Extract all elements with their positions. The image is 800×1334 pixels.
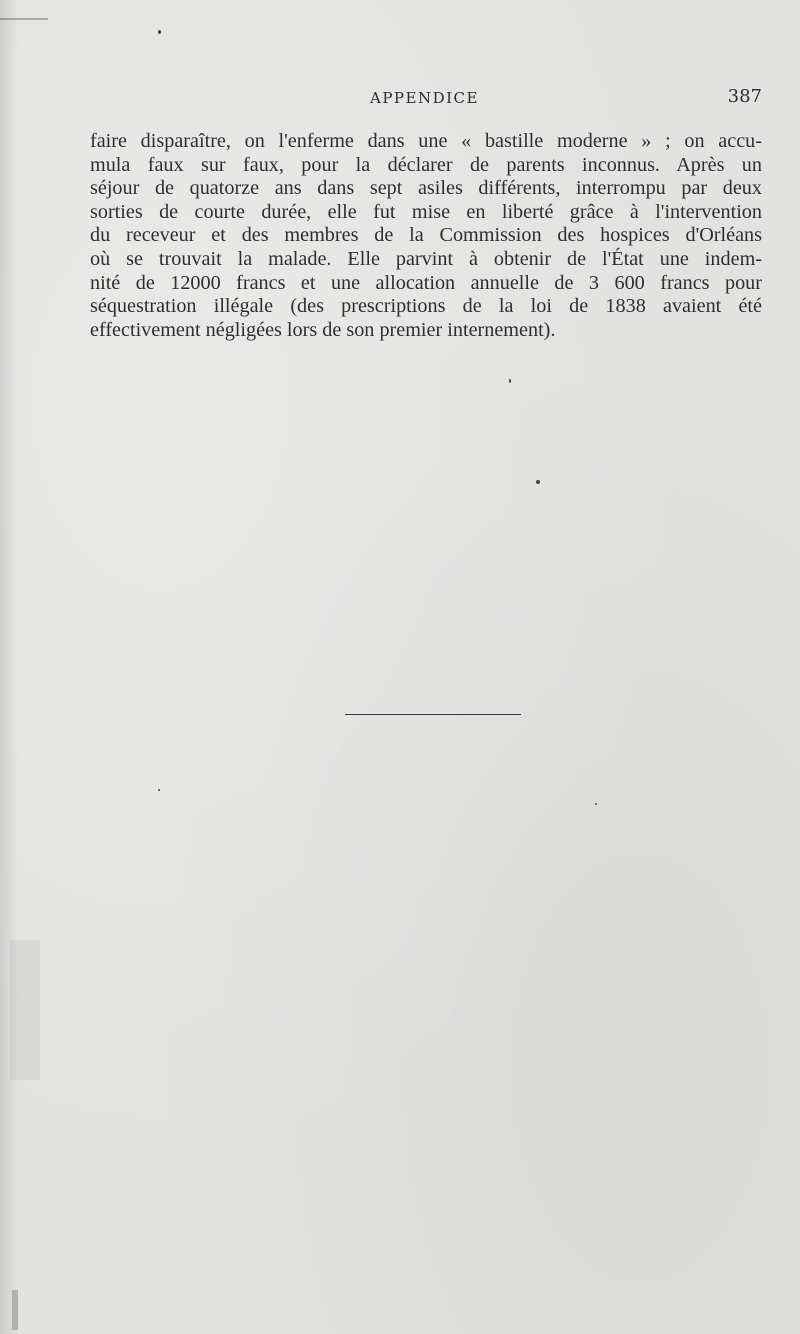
paper-speck [536,480,540,484]
paper-speck [509,379,511,383]
text-line: séjour de quatorze ans dans sept asiles différents, interrompu par deux [90,177,762,200]
page-edge-mark [12,1290,18,1330]
text-line: sorties de courte durée, elle fut mise en liberté grâce à l'intervention [90,200,762,223]
page-edge-mark [10,940,40,1080]
text-line: mula faux sur faux, pour la déclarer de parents inconnus. Après un [90,153,762,176]
running-head: APPENDICE [370,89,479,107]
page-number: 387 [727,86,762,107]
text-line: effectivement négligées lors de son premier internement). [90,318,556,341]
text-line: du receveur et des membres de la Commission des hospices d'Orléans [90,224,762,247]
text-line: faire disparaître, on l'enferme dans une « bastille moderne » ; on accu- [90,130,762,152]
text-line: séquestration illégale (des prescriptions de la loi de 1838 avaient été [90,295,762,318]
body-paragraph [90,130,762,342]
text-line: où se trouvait la malade. Elle parvint à obtenir de l'État une indem- [90,247,762,270]
paper-speck [158,789,160,791]
section-end-rule [345,714,521,715]
binding-shadow [0,0,18,1334]
paper-speck [595,803,597,805]
paper-speck [158,30,161,34]
page-edge-mark [0,18,48,20]
text-line: nité de 12000 francs et une allocation annuelle de 3 600 francs pour [90,271,762,294]
page-header [0,86,800,114]
